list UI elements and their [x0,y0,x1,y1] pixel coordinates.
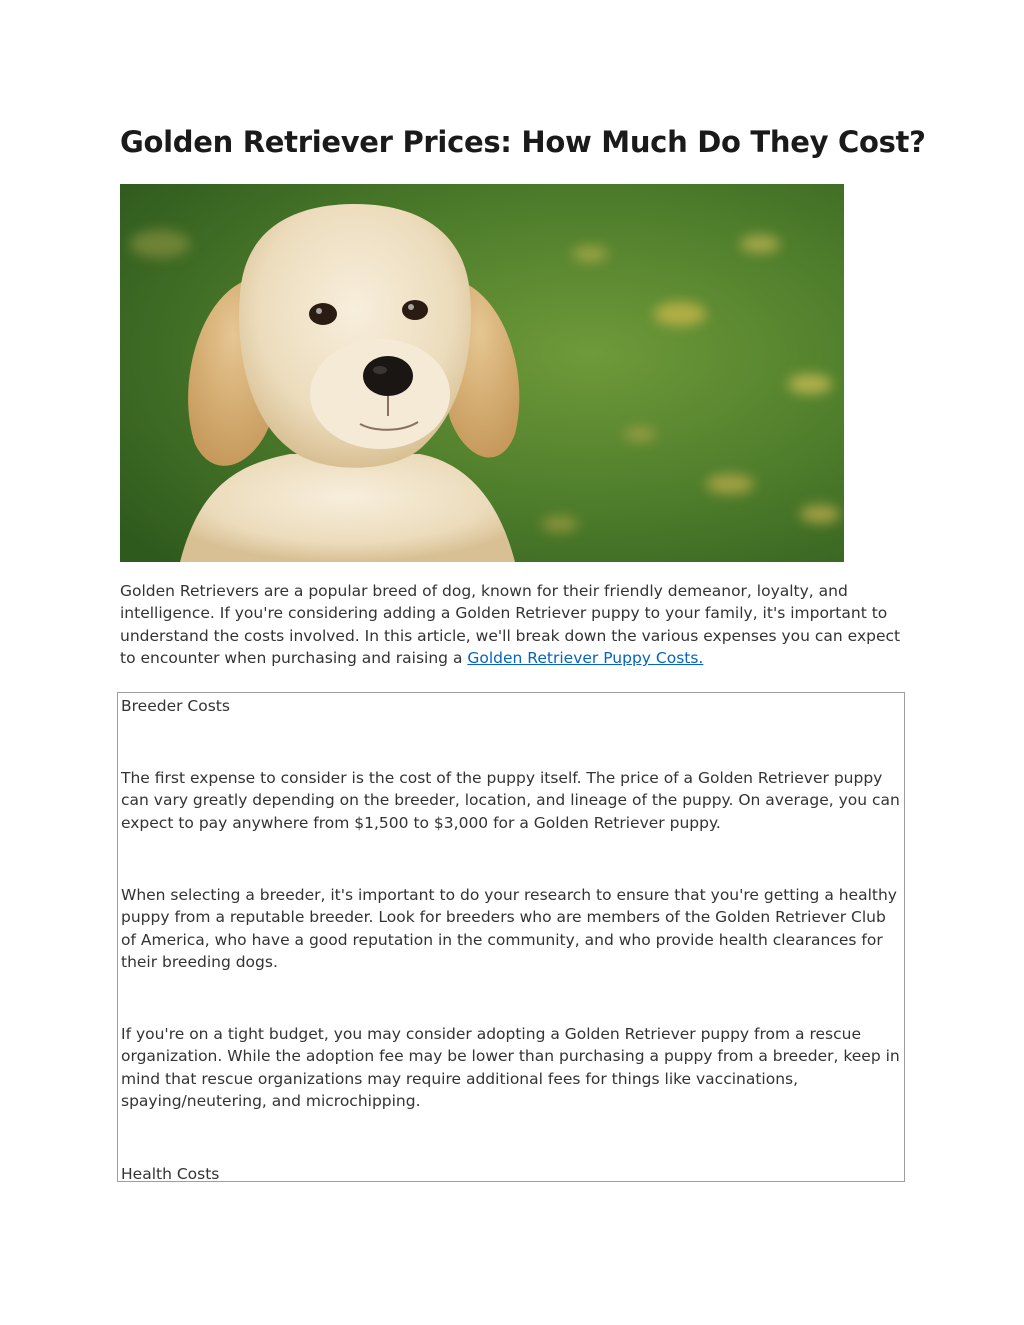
intro-text: Golden Retrievers are a popular breed of dog, known for their friendly demeanor, loyalty, and intelligence. If you're considering adding a Golden Retriever puppy to your family, it's important to understand the costs involved. In this article, we'll break down the various expenses you can expect to encounter when purchasing and raising a [120,582,901,668]
golden-retriever-puppy-costs-link[interactable]: Golden Retriever Puppy Costs. [467,649,704,668]
page-title: Golden Retriever Prices: How Much Do They Cost? [120,125,926,159]
breeder-paragraph-1: The first expense to consider is the cost of the puppy itself. The price of a Golden Retriever puppy can vary greatly depending on the breeder, location, and lineage of the puppy. On average, you can expect to pay anywhere from $1,500 to $3,000 for a Golden Retriever puppy. [121,769,900,832]
golden-retriever-puppy-photo [120,184,844,562]
health-costs-heading: Health Costs [121,1165,220,1183]
content-box [117,692,905,1182]
breeder-costs-heading: Breeder Costs [121,697,230,715]
breeder-paragraph-3: If you're on a tight budget, you may consider adopting a Golden Retriever puppy from a rescue organization. While the adoption fee may be lower than purchasing a puppy from a breeder, keep in mind that rescue organizations may require additional fees for things like vaccinations, spaying/neutering, and microchipping. [121,1025,900,1111]
breeder-paragraph-2: When selecting a breeder, it's important to do your research to ensure that you're getting a healthy puppy from a reputable breeder. Look for breeders who are members of the Golden Retriever Club of America, who have a good reputation in the community, and who provide health clearances for their breeding dogs. [121,886,897,972]
intro-paragraph [120,580,910,670]
